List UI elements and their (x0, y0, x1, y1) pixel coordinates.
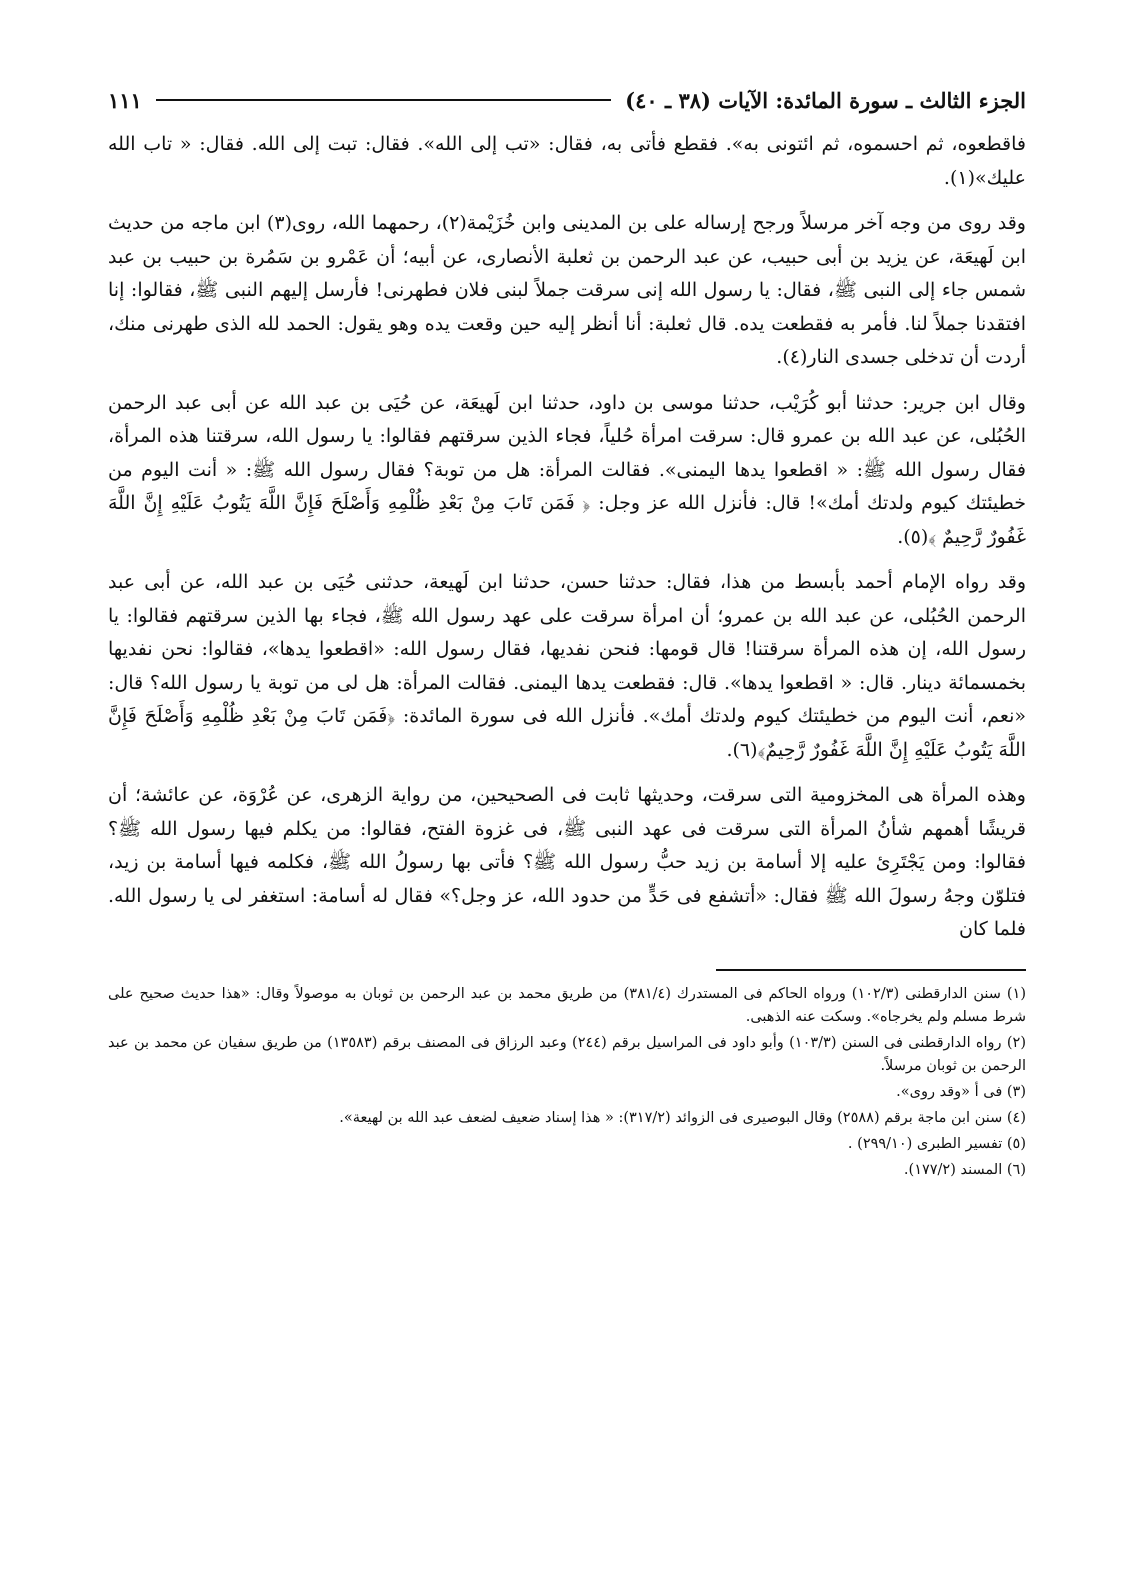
footnote-4: (٤) سنن ابن ماجة برقم (٢٥٨٨) وقال البوصيرى فى الزوائد (٣١٧/٢): « هذا إسناد ضعيف لضعف عبد الله بن لهيعة». (339, 1109, 1026, 1126)
footnotes (108, 983, 1026, 1182)
paragraph-1: فاقطعوه، ثم احسموه، ثم ائتونى به». فقطع فأتى به، فقال: «تب إلى الله». فقال: تبت إلى الله. فقال: « تاب الله عليك»(١). (108, 133, 1026, 189)
paragraph-3: وقال ابن جرير: حدثنا أبو كُرَيْب، حدثنا موسى بن داود، حدثنا ابن لَهيعَة، عن حُيَى بن عبد الله عن أبى عبد الرحمن الحُبُلى، عن عبد الله بن عمرو قال: سرقت امرأة حُلياً، فجاء الذين سرقتهم فقالوا: يا رسول الله، سرقتنا هذه المرأة، فقال رسول الله ﷺ: « اقطعوا يدها اليمنى». فقالت المرأة: هل من توبة؟ فقال رسول الله ﷺ: « أنت اليوم من خطيئتك كيوم ولدتك أمك»! قال: فأنزل الله عز وجل: ﴿ فَمَن تَابَ مِنْ بَعْدِ ظُلْمِهِ وَأَصْلَحَ فَإِنَّ اللَّهَ يَتُوبُ عَلَيْهِ إِنَّ اللَّهَ غَفُورٌ رَّحِيمٌ ﴾(٥). (108, 391, 1026, 548)
header-title: الجزء الثالث ـ سورة المائدة: الآيات (٣٨ ـ ٤٠) (625, 87, 1026, 113)
footnote-divider (716, 969, 1026, 971)
footnote-1: (١) سنن الدارقطنى (١٠٢/٣) ورواه الحاكم فى المستدرك (٣٨١/٤) من طريق محمد بن عبد الرحمن بن ثوبان به موصولاً وقال: «هذا حديث صحيح على شرط مسلم ولم يخرجاه». وسكت عنه الذهبى. (108, 985, 1026, 1025)
book-page (108, 80, 1026, 1520)
paragraph-5: وهذه المرأة هى المخزومية التى سرقت، وحديثها ثابت فى الصحيحين، من رواية الزهرى، عن عُرْوَة، عن عائشة؛ أن قريشًا أهمهم شأنُ المرأة التى سرقت فى عهد النبى ﷺ، فى غزوة الفتح، فقالوا: من يكلم فيها رسول الله ﷺ؟ فقالوا: ومن يَجْتَرِئ عليه إلا أسامة بن زيد حبُّ رسول الله ﷺ؟ فأتى بها رسولُ الله ﷺ، فكلمه فيها أسامة بن زيد، فتلوّن وجهُ رسولَ الله ﷺ فقال: «أتشفع فى حَدٍّ من حدود الله، عز وجل؟» فقال له أسامة: استغفر لى يا رسول الله. فلما كان (108, 784, 1026, 940)
footnote-6: (٦) المسند (١٧٧/٢). (903, 1161, 1026, 1178)
footnote-2: (٢) رواه الدارقطنى فى السنن (١٠٣/٣) وأبو داود فى المراسيل برقم (٢٤٤) وعبد الرزاق فى المصنف برقم (١٣٥٨٣) من طريق سفيان عن محمد بن عبد الرحمن بن ثوبان مرسلاً. (108, 1034, 1026, 1074)
header-rule (156, 99, 611, 101)
paragraph-2: وقد روى من وجه آخر مرسلاً ورجح إرساله على بن المدينى وابن خُزَيْمة(٢)، رحمهما الله، روى(٣) ابن ماجه من حديث ابن لَهيعَة، عن يزيد بن أبى حبيب، عن عبد الرحمن بن ثعلبة الأنصارى، عن أبيه؛ أن عَمْرو بن سَمُرة بن حبيب بن عبد شمس جاء إلى النبى ﷺ، فقال: يا رسول الله إنى سرقت جملاً لبنى فلان فطهرنى! فأرسل إليهم النبى ﷺ، فقالوا: إنا افتقدنا جملاً لنا. فأمر به فقطعت يده. قال ثعلبة: أنا أنظر إليه حين وقعت يده وهو يقول: الحمد لله الذى طهرنى منك، أردت أن تدخلى جسدى النار(٤). (108, 212, 1026, 368)
footnote-5: (٥) تفسير الطبرى (٢٩٩/١٠) . (847, 1135, 1026, 1152)
page-number: ١١١ (108, 87, 142, 113)
running-header (108, 80, 1026, 120)
paragraph-4: وقد رواه الإمام أحمد بأبسط من هذا، فقال: حدثنا حسن، حدثنا ابن لَهيعة، حدثنى حُيَى بن عبد الله، عن أبى عبد الرحمن الحُبُلى، عن عبد الله بن عمرو؛ أن امرأة سرقت على عهد رسول الله ﷺ، فجاء بها الذين سرقتهم فقالوا: يا رسول الله، إن هذه المرأة سرقتنا! قال قومها: فنحن نفديها، فقال رسول الله: «اقطعوا يدها»، فقالوا: نحن نفديها بخمسمائة دينار. قال: « اقطعوا يدها». قال: فقطعت يدها اليمنى. فقالت المرأة: هل لى من توبة يا رسول الله؟ قال: «نعم، أنت اليوم من خطيئتك كيوم ولدتك أمك». فأنزل الله فى سورة المائدة: ﴿فَمَن تَابَ مِنْ بَعْدِ ظُلْمِهِ وَأَصْلَحَ فَإِنَّ اللَّهَ يَتُوبُ عَلَيْهِ إِنَّ اللَّهَ غَفُورٌ رَّحِيمٌ﴾(٦). (108, 571, 1026, 761)
main-text (108, 128, 1026, 947)
footnote-3: (٣) فى أ «وقد روى». (896, 1083, 1026, 1100)
